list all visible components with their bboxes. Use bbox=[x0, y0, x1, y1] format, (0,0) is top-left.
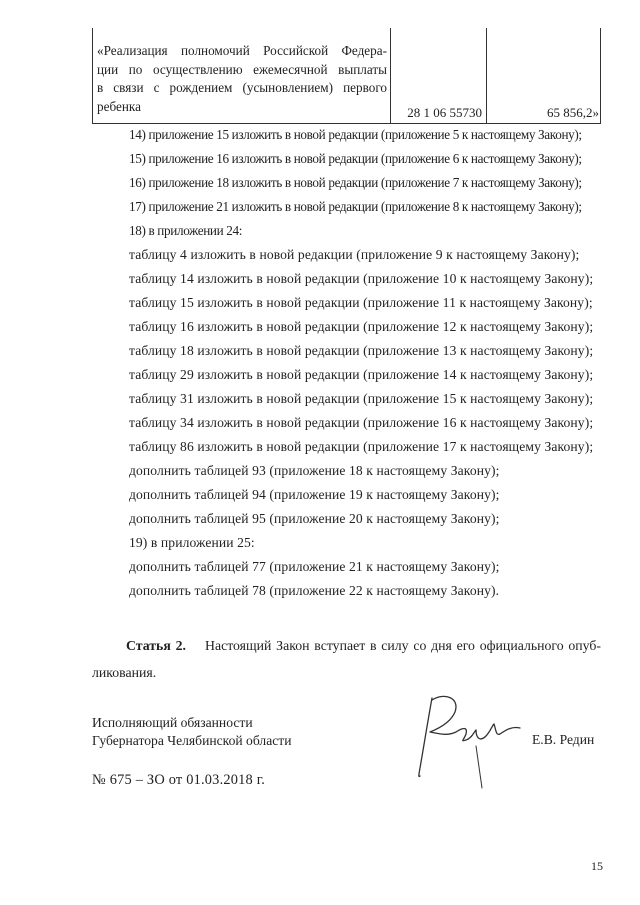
table-cell-amount bbox=[487, 28, 601, 123]
amendment-item: таблицу 29 изложить в новой редакции (приложение 14 к настоящему Закону); bbox=[129, 367, 594, 382]
amendment-item: таблицу 31 изложить в новой редакции (приложение 15 к настоящему Закону); bbox=[129, 391, 594, 406]
article-text: Настоящий Закон вступает в силу со дня его официального опуб-ликования. bbox=[92, 638, 601, 680]
page-number: 15 bbox=[591, 859, 603, 873]
handwritten-signature bbox=[410, 690, 540, 790]
amendment-item: дополнить таблицей 95 (приложение 20 к настоящему Закону); bbox=[129, 511, 500, 526]
description-line: ребенка bbox=[97, 98, 141, 114]
amendment-item: 17) приложение 21 изложить в новой редакции (приложение 8 к настоящему Закону); bbox=[129, 199, 582, 214]
description-line: в связи с рождением (усыновлением) первого bbox=[97, 80, 387, 95]
table-cell-code bbox=[391, 28, 487, 123]
signatory-title-line2: Губернатора Челябинской области bbox=[92, 733, 292, 748]
amendment-item: 16) приложение 18 изложить в новой редакции (приложение 7 к настоящему Закону); bbox=[129, 175, 582, 190]
law-number: № 675 – ЗО от 01.03.2018 г. bbox=[92, 772, 266, 788]
budget-amount: 65 856,2» bbox=[547, 105, 599, 120]
amendment-item: таблицу 34 изложить в новой редакции (приложение 16 к настоящему Закону); bbox=[129, 415, 594, 430]
amendment-item: 15) приложение 16 изложить в новой редакции (приложение 6 к настоящему Закону); bbox=[129, 151, 582, 166]
description-line: «Реализация полномочий Российской Федера- bbox=[97, 43, 387, 58]
amendment-item: дополнить таблицей 93 (приложение 18 к настоящему Закону); bbox=[129, 463, 500, 478]
signatory-title-line1: Исполняющий обязанности bbox=[92, 715, 253, 730]
amendment-item: дополнить таблицей 78 (приложение 22 к настоящему Закону). bbox=[129, 583, 500, 598]
amendment-item: 19) в приложении 25: bbox=[129, 535, 255, 550]
article-label: Статья 2. bbox=[126, 638, 186, 653]
amendment-item: 18) в приложении 24: bbox=[129, 223, 243, 238]
article-2 bbox=[92, 632, 601, 686]
budget-code: 28 1 06 55730 bbox=[407, 105, 482, 120]
budget-table-row bbox=[92, 28, 601, 124]
amendment-item: таблицу 15 изложить в новой редакции (приложение 11 к настоящему Закону); bbox=[129, 295, 593, 310]
row-description bbox=[97, 42, 387, 116]
amendment-item: дополнить таблицей 94 (приложение 19 к настоящему Закону); bbox=[129, 487, 500, 502]
table-cell-description bbox=[93, 28, 391, 123]
amendment-item: 14) приложение 15 изложить в новой редакции (приложение 5 к настоящему Закону); bbox=[129, 127, 582, 142]
amendment-item: таблицу 4 изложить в новой редакции (приложение 9 к настоящему Закону); bbox=[129, 247, 580, 262]
amendment-item: дополнить таблицей 77 (приложение 21 к настоящему Закону); bbox=[129, 559, 500, 574]
amendment-item: таблицу 16 изложить в новой редакции (приложение 12 к настоящему Закону); bbox=[129, 319, 594, 334]
description-line: ции по осуществлению ежемесячной выплаты bbox=[97, 61, 387, 77]
signatory-name: Е.В. Редин bbox=[532, 732, 595, 747]
amendment-item: таблицу 14 изложить в новой редакции (приложение 10 к настоящему Закону); bbox=[129, 271, 594, 286]
amendment-item: таблицу 86 изложить в новой редакции (приложение 17 к настоящему Закону); bbox=[129, 439, 594, 454]
amendment-item: таблицу 18 изложить в новой редакции (приложение 13 к настоящему Закону); bbox=[129, 343, 594, 358]
